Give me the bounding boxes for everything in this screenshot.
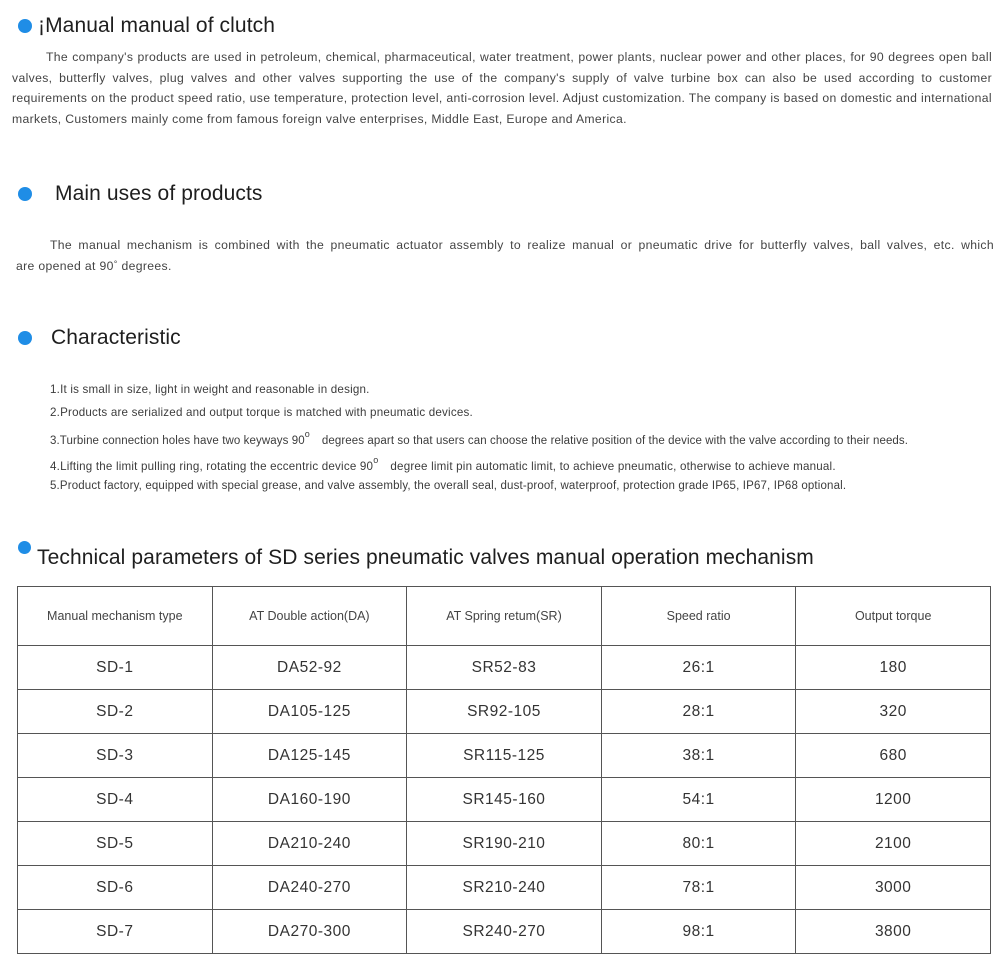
- table-cell: SR52-83: [407, 646, 602, 690]
- table-cell: 680: [796, 734, 991, 778]
- characteristic-item-4: [50, 457, 836, 473]
- table-cell: DA160-190: [212, 778, 407, 822]
- table-cell: 98:1: [601, 910, 796, 954]
- table-cell: 2100: [796, 822, 991, 866]
- table-cell: 26:1: [601, 646, 796, 690]
- table-cell: DA105-125: [212, 690, 407, 734]
- col-header-ratio: Speed ratio: [601, 587, 796, 646]
- table-header-row: [18, 587, 991, 646]
- table-cell: DA240-270: [212, 866, 407, 910]
- col-header-sr: AT Spring retum(SR): [407, 587, 602, 646]
- table-cell: 78:1: [601, 866, 796, 910]
- degree-superscript: o: [373, 455, 379, 465]
- table-row: [18, 778, 991, 822]
- section-bullet-icon: [18, 19, 32, 33]
- table-row: [18, 734, 991, 778]
- section-bullet-icon: [18, 541, 31, 554]
- table-cell: DA210-240: [212, 822, 407, 866]
- table-cell: 1200: [796, 778, 991, 822]
- table-row: [18, 690, 991, 734]
- parameters-table: [17, 586, 991, 954]
- characteristic-item-5: 5.Product factory, equipped with special grease, and valve assembly, the overall seal, dust-proof, waterproof, protection grade IP65, IP67, IP68 optional.: [50, 480, 847, 492]
- technical-heading: Technical parameters of SD series pneumatic valves manual operation mechanism: [37, 546, 814, 569]
- item3-post: degrees apart so that users can choose the relative position of the device with the valve according to their needs.: [321, 434, 909, 447]
- table-cell: SD-4: [18, 778, 213, 822]
- col-header-da: AT Double action(DA): [212, 587, 407, 646]
- clutch-paragraph-text: The company's products are used in petroleum, chemical, pharmaceutical, water treatment, power plants, nuclear power and other places, for 90 degrees open ball valves, butterfly valves, plug valves and other valves supporting the use of the company's supply of valve turbine box can also be used according to customer requirements on the product speed ratio, use temperature, protection level, anti-corrosion level. Adjust customization. The company is based on domestic and international markets, Customers mainly come from famous foreign valve enterprises, Middle East, Europe and America.: [12, 50, 992, 126]
- uses-paragraph: [16, 235, 994, 277]
- table-cell: 38:1: [601, 734, 796, 778]
- col-header-type: Manual mechanism type: [18, 587, 213, 646]
- table-row: [18, 910, 991, 954]
- table-cell: SR145-160: [407, 778, 602, 822]
- table-cell: SD-2: [18, 690, 213, 734]
- table-cell: 320: [796, 690, 991, 734]
- col-header-torque: Output torque: [796, 587, 991, 646]
- table-cell: SD-6: [18, 866, 213, 910]
- table-cell: DA125-145: [212, 734, 407, 778]
- table-cell: 54:1: [601, 778, 796, 822]
- item3-pre: 3.Turbine connection holes have two keyways 90: [50, 434, 305, 447]
- table-cell: SD-5: [18, 822, 213, 866]
- table-cell: SD-1: [18, 646, 213, 690]
- item4-pre: 4.Lifting the limit pulling ring, rotating the eccentric device 90: [50, 459, 374, 473]
- table-cell: SR210-240: [407, 866, 602, 910]
- table-cell: 28:1: [601, 690, 796, 734]
- table-cell: SR92-105: [407, 690, 602, 734]
- table-cell: DA52-92: [212, 646, 407, 690]
- characteristic-item-3: [50, 431, 908, 447]
- table-cell: SR115-125: [407, 734, 602, 778]
- degree-symbol: °: [113, 258, 118, 269]
- item4-post: degree limit pin automatic limit, to achieve pneumatic, otherwise to achieve manual.: [390, 459, 836, 473]
- uses-line2-post: degrees.: [117, 258, 172, 273]
- characteristic-item-1: 1.It is small in size, light in weight and reasonable in design.: [50, 383, 370, 396]
- uses-line1: The manual mechanism is combined with the pneumatic actuator assembly to realize manual or pneumatic drive for butterfly valves, ball valves, etc. which: [50, 238, 994, 252]
- table-row: [18, 646, 991, 690]
- table-row: [18, 866, 991, 910]
- section-bullet-icon: [18, 331, 32, 345]
- uses-heading: Main uses of products: [55, 182, 263, 205]
- table-cell: SD-7: [18, 910, 213, 954]
- table-cell: 3800: [796, 910, 991, 954]
- table-cell: 180: [796, 646, 991, 690]
- clutch-paragraph: [12, 47, 992, 129]
- characteristic-item-2: 2.Products are serialized and output torque is matched with pneumatic devices.: [50, 406, 473, 419]
- table-cell: SR190-210: [407, 822, 602, 866]
- section-bullet-icon: [18, 187, 32, 201]
- table-cell: 3000: [796, 866, 991, 910]
- table-cell: SR240-270: [407, 910, 602, 954]
- table-cell: 80:1: [601, 822, 796, 866]
- table-cell: DA270-300: [212, 910, 407, 954]
- table-cell: SD-3: [18, 734, 213, 778]
- characteristic-heading: Characteristic: [51, 326, 181, 349]
- uses-line2-pre: are opened at 90: [16, 258, 114, 273]
- clutch-heading: ¡Manual manual of clutch: [38, 14, 276, 37]
- degree-superscript: o: [304, 429, 310, 439]
- table-row: [18, 822, 991, 866]
